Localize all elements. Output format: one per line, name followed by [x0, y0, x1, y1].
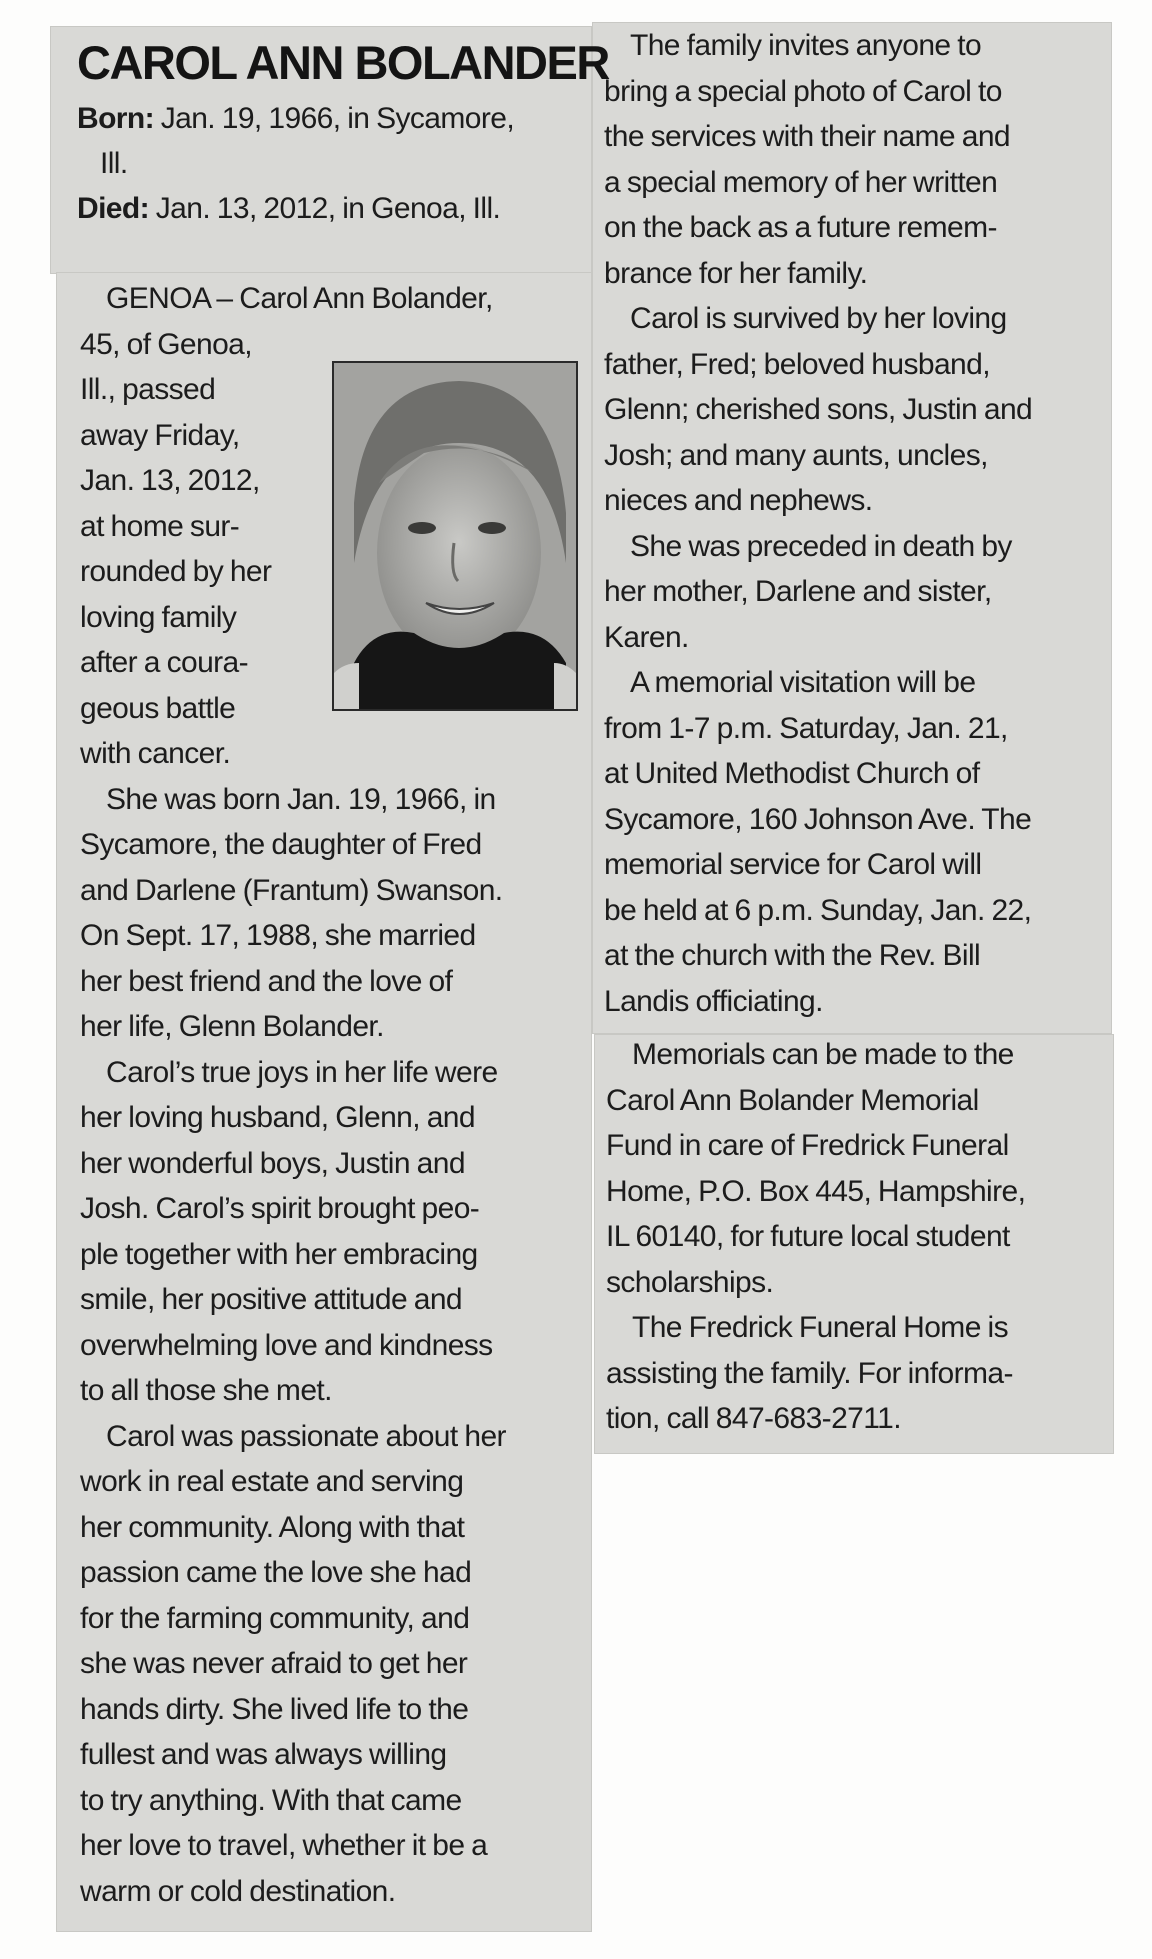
col2-line: Landis officiating.	[604, 984, 823, 1018]
col2-line: father, Fred; beloved husband,	[604, 347, 990, 381]
col2-line: from 1-7 p.m. Saturday, Jan. 21,	[604, 711, 1008, 745]
col2b-line: IL 60140, for future local student	[606, 1220, 1010, 1253]
col1-line: 45, of Genoa,	[80, 327, 253, 361]
born-line	[77, 96, 514, 142]
col1-line: fullest and was always willing	[80, 1738, 447, 1771]
col1-line: for the farming community, and	[80, 1601, 470, 1635]
col1-line: her community. Along with that	[80, 1510, 465, 1544]
col2-line: memorial service for Carol will	[604, 848, 982, 881]
column1-text	[80, 276, 506, 1914]
col1-line: ple together with her embracing	[80, 1237, 478, 1271]
col2-line: She was preceded in death by	[630, 529, 1012, 563]
born-value: Jan. 19, 1966, in Sycamore,	[153, 102, 515, 135]
col1-line: On Sept. 17, 1988, she married	[80, 919, 476, 952]
col1-line: warm or cold destination.	[80, 1874, 396, 1908]
col2-line: a special memory of her written	[604, 165, 998, 199]
col1-line: away Friday,	[80, 418, 240, 452]
col2-line: Glenn; cherished sons, Justin and	[604, 393, 1033, 426]
col2-line: Karen.	[604, 620, 689, 654]
col1-line: loving family	[80, 600, 237, 634]
col2-line: the services with their name and	[604, 120, 1011, 153]
col1-line: She was born Jan. 19, 1966, in	[106, 782, 496, 816]
col2-line: her mother, Darlene and sister,	[604, 575, 992, 608]
col1-line: passion came the love she had	[80, 1556, 472, 1589]
col1-line: Carol was passionate about her	[106, 1419, 506, 1453]
obituary-title: CAROL ANN BOLANDER	[77, 36, 609, 89]
col1-line: Carol’s true joys in her life were	[106, 1055, 498, 1089]
column2b-text	[606, 1032, 1025, 1442]
col2-line: Josh; and many aunts, uncles,	[604, 438, 988, 472]
col2-line: Sycamore, 160 Johnson Ave. The	[604, 802, 1032, 836]
col1-line: work in real estate and serving	[80, 1465, 464, 1498]
col1-line: smile, her positive attitude and	[80, 1283, 463, 1316]
col1-line: GENOA – Carol Ann Bolander,	[106, 282, 493, 315]
col1-line: overwhelming love and kindness	[80, 1328, 493, 1362]
column2-text	[604, 23, 1032, 1024]
col1-line: at home sur-	[80, 509, 240, 543]
col2-line: nieces and nephews.	[604, 484, 873, 517]
col2b-line: Home, P.O. Box 445, Hampshire,	[606, 1174, 1026, 1208]
col1-line: with cancer.	[80, 737, 231, 770]
col2-line: on the back as a future remem-	[604, 211, 997, 244]
col1-line: to all those she met.	[80, 1374, 332, 1407]
col1-line: to try anything. With that came	[80, 1783, 462, 1817]
col2b-line: assisting the family. For informa-	[606, 1356, 1013, 1390]
col1-line: she was never afraid to get her	[80, 1647, 468, 1680]
col2-line: be held at 6 p.m. Sunday, Jan. 22,	[604, 893, 1032, 927]
died-line	[77, 186, 500, 232]
col1-line: her best friend and the love of	[80, 964, 453, 998]
col1-line: and Darlene (Frantum) Swanson.	[80, 873, 503, 907]
col1-line: after a coura-	[80, 646, 249, 679]
col1-line: her wonderful boys, Justin and	[80, 1146, 465, 1180]
col1-line: Sycamore, the daughter of Fred	[80, 828, 482, 861]
col2-line: Carol is survived by her loving	[630, 302, 1007, 335]
col1-line: rounded by her	[80, 555, 272, 588]
col2-line: at United Methodist Church of	[604, 757, 980, 790]
born-line-2: Ill.	[100, 147, 128, 180]
col1-line: Josh. Carol’s spirit brought peo-	[80, 1192, 480, 1225]
col1-line: Ill., passed	[80, 373, 216, 406]
col1-line: her life, Glenn Bolander.	[80, 1010, 384, 1043]
col2-line: brance for her family.	[604, 256, 868, 290]
died-label: Died:	[77, 192, 150, 225]
col1-line: her loving husband, Glenn, and	[80, 1101, 475, 1134]
col2b-line: Fund in care of Fredrick Funeral	[606, 1129, 1009, 1162]
col2-line: at the church with the Rev. Bill	[604, 939, 981, 972]
died-value: Jan. 13, 2012, in Genoa, Ill.	[149, 192, 501, 225]
col2-line: bring a special photo of Carol to	[604, 74, 1002, 108]
born-label: Born:	[77, 102, 154, 135]
col1-line: geous battle	[80, 691, 236, 725]
col2-line: A memorial visitation will be	[630, 666, 976, 699]
col2b-line: Memorials can be made to the	[632, 1038, 1014, 1071]
col2-line: The family invites anyone to	[630, 29, 982, 62]
col2b-line: Carol Ann Bolander Memorial	[606, 1083, 979, 1117]
col2b-line: The Fredrick Funeral Home is	[632, 1311, 1008, 1344]
col1-line: hands dirty. She lived life to the	[80, 1692, 469, 1726]
col2b-line: tion, call 847-683-2711.	[606, 1402, 901, 1435]
col1-line: her love to travel, whether it be a	[80, 1829, 488, 1862]
col2b-line: scholarships.	[606, 1265, 774, 1299]
col1-line: Jan. 13, 2012,	[80, 464, 260, 497]
